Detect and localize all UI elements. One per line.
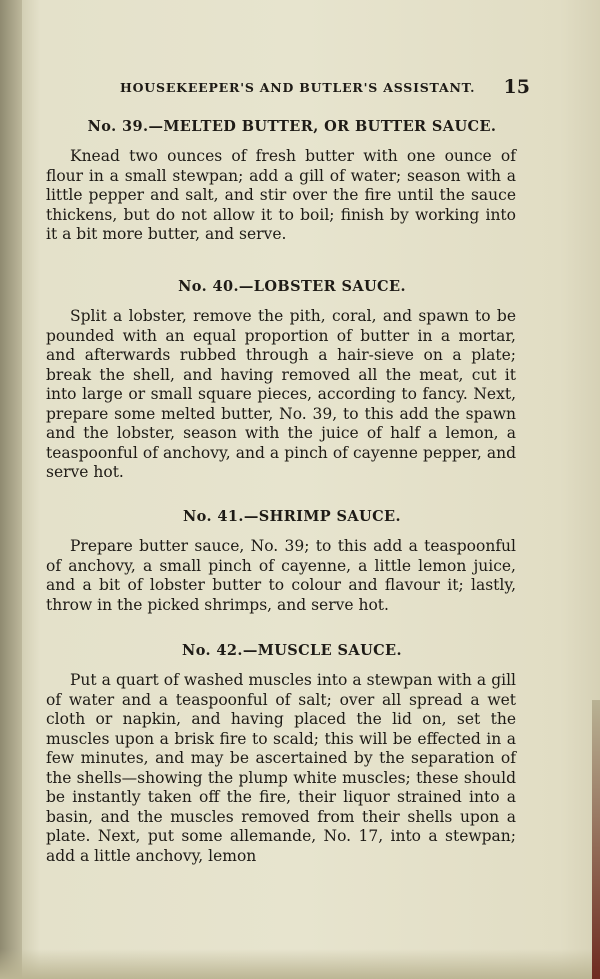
recipe-body: Split a lobster, remove the pith, coral, and spawn to be pounded with an equal proportion of butter in a mortar, and afterwards rubbed through a hair-sieve on a plate; break the shell, and having removed all the meat, cut it into large or small square pieces, according to fancy. Next, prepare some melted butter, No. 39, to this add the spawn and the lobster, season with the juice of half a lemon, a teaspoonful of anchovy, and a pinch of cayenne pepper, and serve hot. <box>46 307 516 481</box>
recipe-title: No. 42.—MUSCLE SAUCE. <box>182 642 402 659</box>
book-cover-edge <box>592 700 600 979</box>
recipe-title: No. 40.—LOBSTER SAUCE. <box>178 278 406 295</box>
recipe-39 <box>46 118 516 245</box>
page-bottom-shadow <box>0 949 600 979</box>
recipe-body: Put a quart of washed muscles into a stewpan with a gill of water and a teaspoonful of salt; over all spread a wet cloth or napkin, and having placed the lid on, set the muscles upon a brisk fire to scald; this will be effected in a few minutes, and may be ascertained by the separation of the shells—showing the plump white muscles; these should be instantly taken off the fire, their liquor strained into a basin, and the muscles removed from their shells upon a plate. Next, put some allemande, No. 17, into a stewpan; add a little anchovy, lemon <box>46 671 516 865</box>
page-gutter <box>0 0 22 979</box>
recipe-body: Knead two ounces of fresh butter with one ounce of flour in a small stewpan; add a gill of water; season with a little pepper and salt, and stir over the fire until the sauce thickens, but do not allow it to boil; finish by working into it a bit more butter, and serve. <box>46 147 516 243</box>
recipe-42 <box>46 642 516 866</box>
recipe-40 <box>46 278 516 483</box>
running-head: HOUSEKEEPER'S AND BUTLER'S ASSISTANT. <box>120 80 476 95</box>
recipe-body: Prepare butter sauce, No. 39; to this add a teaspoonful of anchovy, a small pinch of cayenne, a little lemon juice, and a bit of lobster butter to colour and flavour it; lastly, throw in the picked shrimps, and serve hot. <box>46 537 516 614</box>
recipe-title: No. 41.—SHRIMP SAUCE. <box>183 508 401 525</box>
page-header <box>120 76 530 104</box>
recipe-title: No. 39.—MELTED BUTTER, OR BUTTER SAUCE. <box>87 118 497 135</box>
page-number: 15 <box>503 76 530 98</box>
recipe-41 <box>46 508 516 615</box>
